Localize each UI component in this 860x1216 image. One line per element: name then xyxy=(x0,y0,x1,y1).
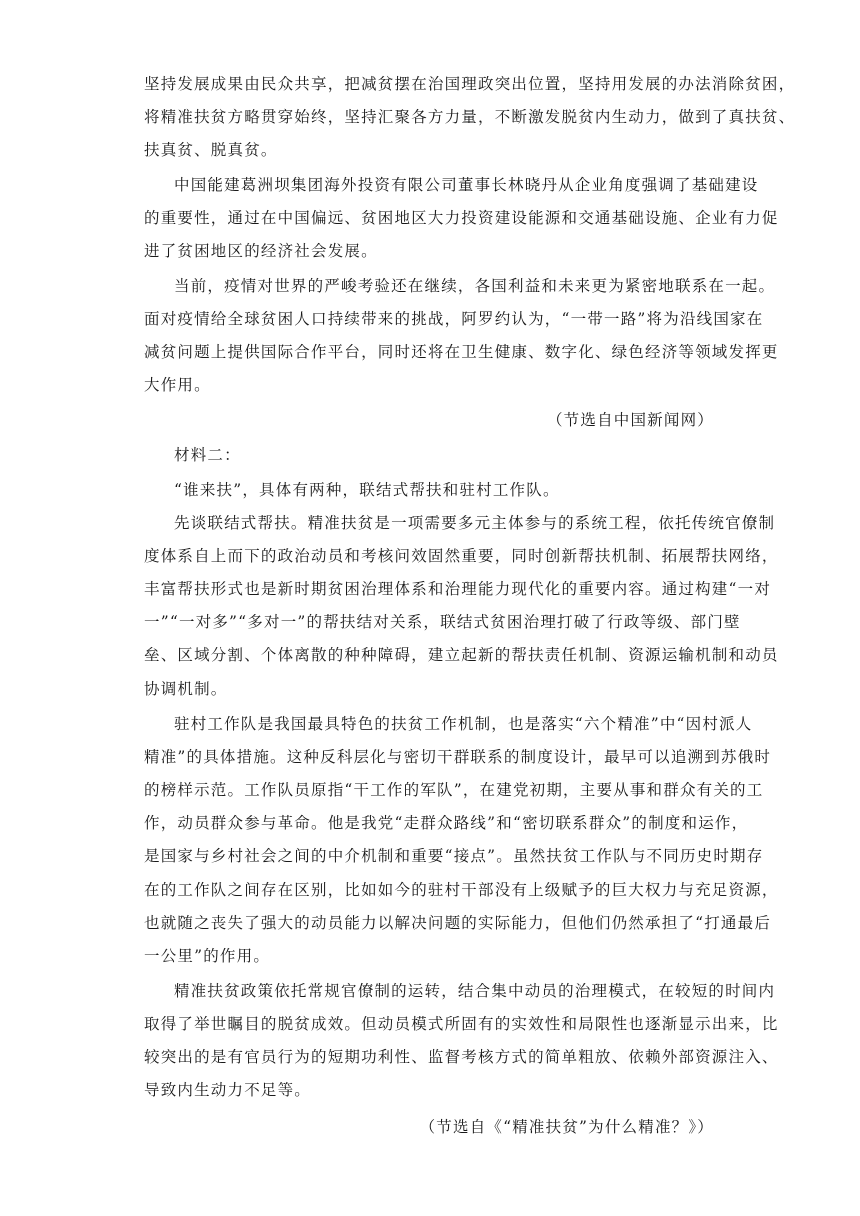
text-line: 丰富帮扶形式也是新时期贫困治理体系和治理能力现代化的重要内容。通过构建“一对 xyxy=(144,580,772,598)
text-line: 减贫问题上提供国际合作平台，同时还将在卫生健康、数字化、绿色经济等领域发挥更 xyxy=(144,343,779,361)
text-line: 将精准扶贫方略贯穿始终，坚持汇聚各方力量，不断激发脱贫内生动力，做到了真扶贫、 xyxy=(144,108,796,126)
text-line: 垒、区域分割、个体离散的种种障碍，建立起新的帮扶责任机制、资源运输机制和动员 xyxy=(144,646,779,664)
text-line: 的榜样示范。工作队员原指“干工作的军队”，在建党初期，主要从事和群众有关的工 xyxy=(144,781,764,799)
text-line: 协调机制。 xyxy=(144,680,228,698)
paragraph-first-line: 当前，疫情对世界的严峻考验还在继续，各国利益和未来更为紧密地联系在一起。 xyxy=(174,277,776,295)
text-line: 的重要性，通过在中国偏远、贫困地区大力投资建设能源和交通基础设施、企业有力促 xyxy=(144,209,779,227)
source-citation: （节选自中国新闻网） xyxy=(546,411,714,429)
text-line: 在的工作队之间存在区别，比如如今的驻村干部没有上级赋予的巨大权力与充足资源， xyxy=(144,881,779,899)
text-line: 进了贫困地区的经济社会发展。 xyxy=(144,242,378,260)
paragraph-first-line: 先谈联结式帮扶。精准扶贫是一项需要多元主体参与的系统工程，依托传统官僚制 xyxy=(174,514,776,532)
text-line: 一公里”的作用。 xyxy=(144,947,271,965)
text-line: 面对疫情给全球贫困人口持续带来的挑战，阿罗约认为，“一带一路”将为沿线国家在 xyxy=(144,310,764,328)
text-line: 坚持发展成果由民众共享，把减贫摆在治国理政突出位置，坚持用发展的办法消除贫困， xyxy=(144,75,796,93)
paragraph-first-line: “谁来扶”，具体有两种，联结式帮扶和驻村工作队。 xyxy=(174,481,560,499)
text-line: 作，动员群众参与革命。他是我党“走群众路线”和“密切联系群众”的制度和运作， xyxy=(144,814,749,832)
text-line: 取得了举世瞩目的脱贫成效。但动员模式所固有的实效性和局限性也逐渐显示出来，比 xyxy=(144,1015,779,1033)
source-citation: （节选自《“精准扶贫”为什么精准？》） xyxy=(419,1118,714,1136)
paragraph-first-line: 精准扶贫政策依托常规官僚制的运转，结合集中动员的治理模式，在较短的时间内 xyxy=(174,982,776,1000)
section-heading: 材料二： xyxy=(174,446,241,464)
text-line: 大作用。 xyxy=(144,376,211,394)
text-line: 一”“一对多”“多对一”的帮扶结对关系，联结式贫困治理打破了行政等级、部门壁 xyxy=(144,613,741,631)
paragraph-first-line: 驻村工作队是我国最具特色的扶贫工作机制，也是落实“六个精准”中“因村派人 xyxy=(174,715,753,733)
text-line: 精准”的具体措施。这种反科层化与密切干群联系的制度设计，最早可以追溯到苏俄时 xyxy=(144,748,772,766)
text-line: 导致内生动力不足等。 xyxy=(144,1081,312,1099)
text-line: 也就随之丧失了强大的动员能力以解决问题的实际能力，但他们仍然承担了“打通最后 xyxy=(144,914,772,932)
paragraph-first-line: 中国能建葛洲坝集团海外投资有限公司董事长林晓丹从企业角度强调了基础建设 xyxy=(174,176,759,194)
text-line: 度体系自上而下的政治动员和考核问效固然重要，同时创新帮扶机制、拓展帮扶网络， xyxy=(144,547,779,565)
text-line: 是国家与乡村社会之间的中介机制和重要“接点”。虽然扶贫工作队与不同历史时期存 xyxy=(144,847,764,865)
text-line: 扶真贫、脱真贫。 xyxy=(144,141,278,159)
text-line: 较突出的是有官员行为的短期功利性、监督考核方式的简单粗放、依赖外部资源注入、 xyxy=(144,1048,779,1066)
